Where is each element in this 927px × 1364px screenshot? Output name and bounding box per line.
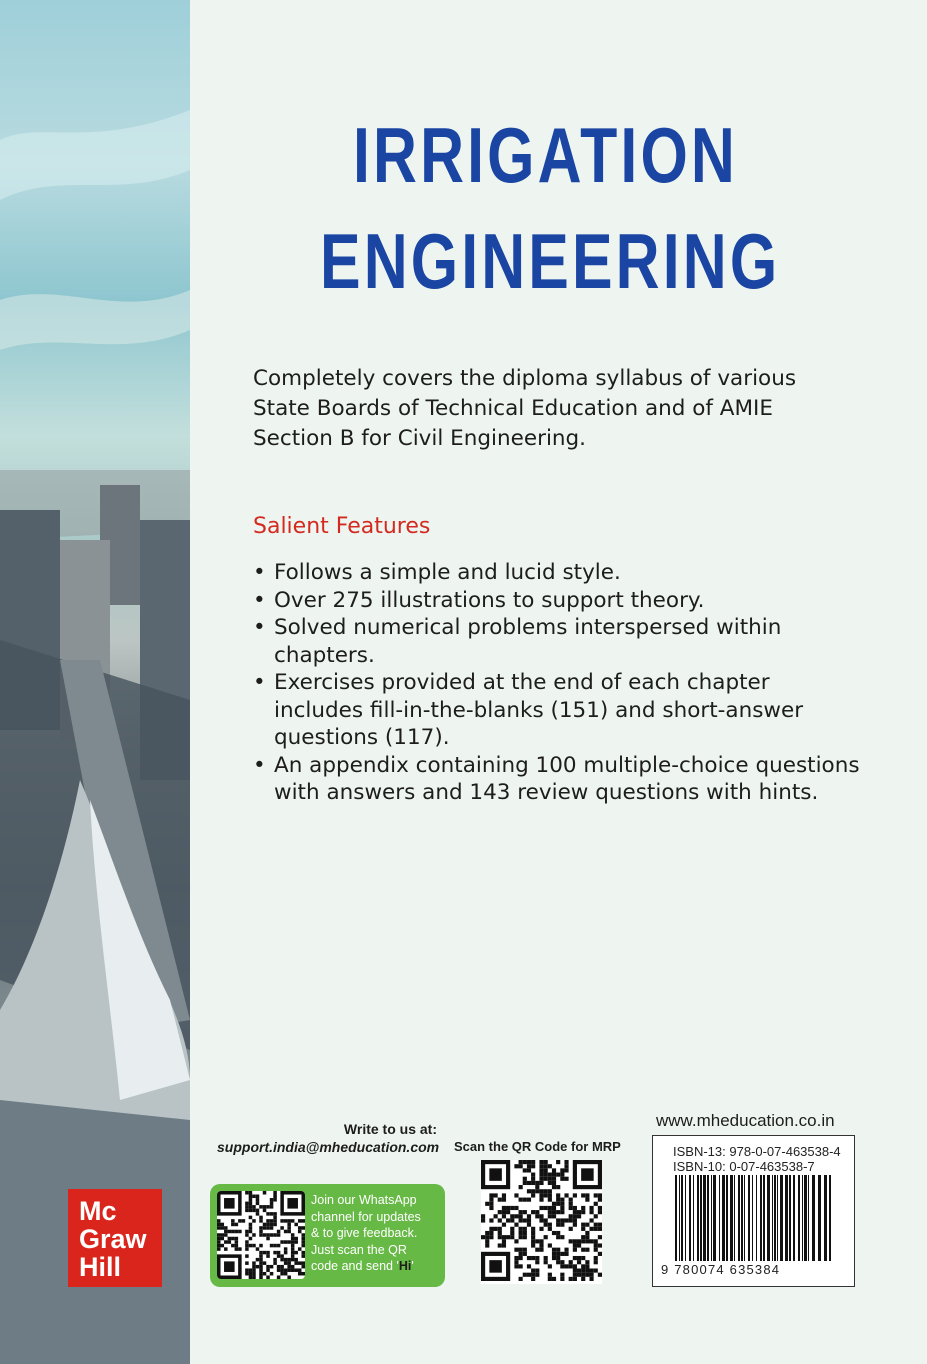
feature-line: • An appendix containing 100 multiple-choice questions [274,752,860,778]
whatsapp-line: & to give feedback. [311,1226,418,1240]
intro-paragraph [253,364,893,454]
feature-line: • Exercises provided at the end of each chapter [274,670,770,695]
features-list [253,559,893,807]
feature-item [253,614,893,669]
whatsapp-line: channel for updates [311,1209,421,1224]
feature-item [253,669,893,752]
title-line-1: IRRIGATION [353,111,738,199]
whatsapp-line [311,1258,441,1275]
feature-line: questions (117). [274,725,450,750]
whatsapp-panel [210,1184,445,1287]
whatsapp-qr-code [217,1191,305,1279]
title-line-2: ENGINEERING [320,217,781,305]
feature-line: • Solved numerical problems interspersed within [274,615,782,640]
barcode-number: 9 780074 635384 [661,1262,781,1277]
feature-line: with answers and 143 review questions with hints. [274,780,819,805]
mcgraw-hill-logo [68,1189,162,1287]
whatsapp-text [311,1192,441,1275]
isbn-13: ISBN-13: 978-0-07-463538-4 [673,1144,841,1159]
feature-item [253,587,893,615]
scan-qr-label: Scan the QR Code for MRP [454,1139,621,1154]
whatsapp-line-prefix: code and send ' [311,1259,399,1273]
back-cover [190,0,927,1364]
feature-line: • Follows a simple and lucid style. [274,560,621,585]
feature-item [253,559,893,587]
whatsapp-hi: Hi [398,1259,412,1273]
logo-line: Mc [79,1196,117,1226]
isbn-barcode-box [652,1135,855,1287]
write-to-us-label: Write to us at: [343,1121,437,1137]
feature-line: • Over 275 illustrations to support theory. [274,587,705,613]
whatsapp-line: Just scan the QR [311,1242,407,1257]
isbn-10: ISBN-10: 0-07-463538-7 [673,1159,815,1174]
logo-line: Hill [79,1252,122,1282]
feature-line: includes fill-in-the-blanks (151) and short-answer [274,697,804,723]
cover-photo-strip [0,0,190,1364]
support-email: support.india@mheducation.com [217,1139,440,1155]
logo-line: Graw [79,1224,147,1254]
intro-line: Section B for Civil Engineering. [253,426,587,451]
salient-features-heading: Salient Features [253,514,431,539]
intro-line: State Boards of Technical Education and of AMIE [253,396,773,421]
barcode [675,1175,835,1265]
feature-item [253,752,893,807]
whatsapp-line-suffix: ' [411,1259,414,1273]
website-url: www.mheducation.co.in [656,1111,835,1130]
mrp-qr-code [481,1160,602,1284]
intro-line: Completely covers the diploma syllabus of various [253,366,797,391]
feature-line: chapters. [274,642,375,668]
whatsapp-line: Join our WhatsApp [311,1193,417,1207]
